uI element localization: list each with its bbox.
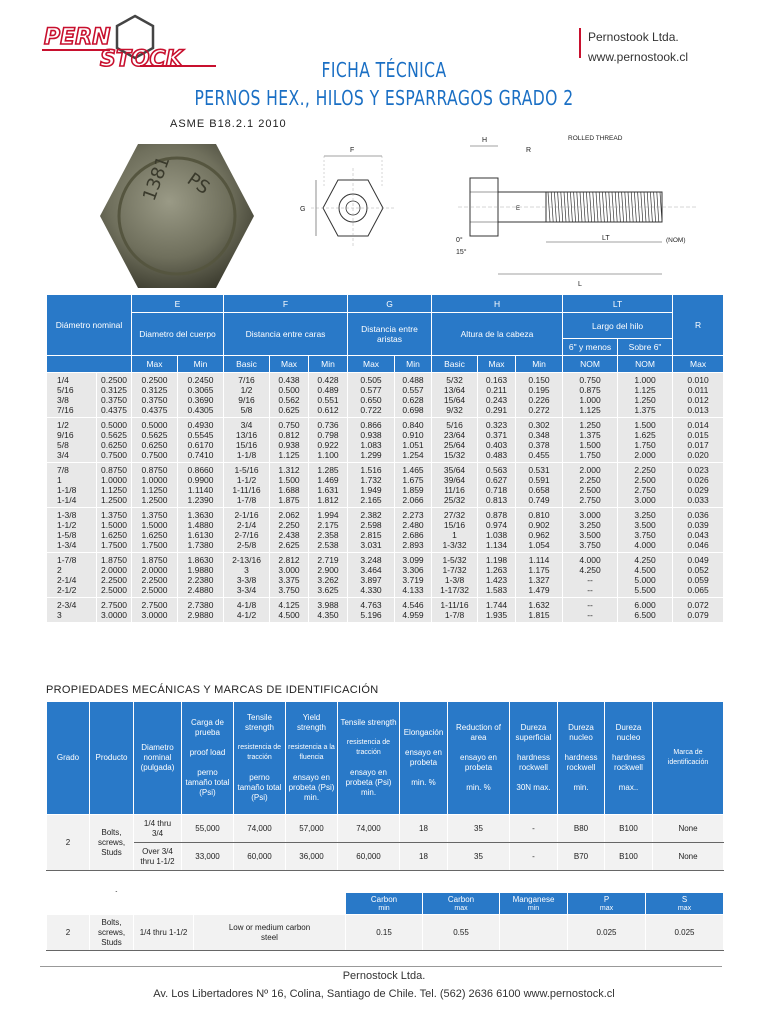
subhead-basic: Basic bbox=[432, 356, 478, 373]
chemical-composition-table bbox=[46, 892, 724, 951]
subhead-basic: Basic bbox=[224, 356, 270, 373]
cell-e-min: 1.3630 1.4880 1.6130 1.7380 bbox=[178, 508, 224, 553]
cell-lt1: 1.250 1.375 1.500 1.750 bbox=[563, 418, 618, 463]
cell-g-max: 0.866 0.938 1.083 1.299 bbox=[348, 418, 395, 463]
cell-g-min: 2.273 2.480 2.686 2.893 bbox=[395, 508, 432, 553]
cell-lt1: 3.000 3.250 3.500 3.750 bbox=[563, 508, 618, 553]
cell-size: 1/4 5/16 3/8 7/16 bbox=[47, 373, 97, 418]
col-width-corners: Distancia entre aristas bbox=[348, 313, 432, 356]
cell-dec: 0.8750 1.0000 1.1250 1.2500 bbox=[97, 463, 132, 508]
cell-yield: 57,000 bbox=[286, 815, 338, 843]
cell-f-max: 2.812 3.000 3.375 3.750 bbox=[270, 553, 309, 598]
label-angle-15: 15° bbox=[456, 249, 467, 256]
cell-surface-hardness: - bbox=[510, 815, 558, 843]
cell-mark: None bbox=[653, 815, 724, 843]
cell-tensile2: 74,000 bbox=[338, 815, 400, 843]
subhead-min: Min bbox=[516, 356, 563, 373]
cell-e-max: 1.3750 1.5000 1.6250 1.7500 bbox=[132, 508, 178, 553]
cell-diameter: 1/4 thru 1-1/2 bbox=[134, 915, 194, 951]
cell-e-min: 0.8660 0.9900 1.1140 1.2390 bbox=[178, 463, 224, 508]
cell-g-max: 2.382 2.598 2.815 3.031 bbox=[348, 508, 395, 553]
svg-text:PS: PS bbox=[183, 168, 214, 199]
table-row bbox=[47, 418, 724, 463]
subhead-max: Max bbox=[478, 356, 516, 373]
svg-text:PERN: PERN bbox=[44, 25, 111, 50]
cell-dec: 0.2500 0.3125 0.3750 0.4375 bbox=[97, 373, 132, 418]
col-lt: LT bbox=[563, 295, 673, 313]
cell-e-max: 1.8750 2.0000 2.2500 2.5000 bbox=[132, 553, 178, 598]
table-row bbox=[47, 553, 724, 598]
cell-f-min: 0.428 0.489 0.551 0.612 bbox=[309, 373, 348, 418]
col-manganese-min: Manganese min bbox=[500, 893, 568, 915]
cell-elongation: 18 bbox=[400, 843, 448, 871]
col-thread-length: Largo del hilo bbox=[563, 313, 673, 339]
cell-e-min: 0.2450 0.3065 0.3690 0.4305 bbox=[178, 373, 224, 418]
cell-e-min: 2.7380 2.9880 bbox=[178, 598, 224, 623]
col-surface-hardness: Dureza superficial hardness rockwell 30N max. bbox=[510, 702, 558, 815]
cell-tensile: 60,000 bbox=[234, 843, 286, 871]
cell-reduction: 35 bbox=[448, 815, 510, 843]
subhead-nom: NOM bbox=[618, 356, 673, 373]
cell-h-basic: 5/16 23/64 25/64 15/32 bbox=[432, 418, 478, 463]
label-rolled-thread: ROLLED THREAD bbox=[568, 135, 623, 142]
cell-g-max: 4.763 5.196 bbox=[348, 598, 395, 623]
col-grade: Grado bbox=[47, 702, 90, 815]
subhead-blank bbox=[47, 356, 132, 373]
col-carbon-max: Carbon max bbox=[423, 893, 500, 915]
cell-h-min: 0.531 0.591 0.658 0.749 bbox=[516, 463, 563, 508]
cell-sulfur-max: 0.025 bbox=[646, 915, 724, 951]
cell-mark: None bbox=[653, 843, 724, 871]
cell-h-min: 1.632 1.815 bbox=[516, 598, 563, 623]
cell-carbon-min: 0.15 bbox=[346, 915, 423, 951]
cell-dec: 2.7500 3.0000 bbox=[97, 598, 132, 623]
subhead-max: Max bbox=[132, 356, 178, 373]
bolt-head-photo bbox=[98, 142, 256, 290]
cell-f-min: 0.736 0.798 0.922 1.100 bbox=[309, 418, 348, 463]
cell-dec: 1.3750 1.5000 1.6250 1.7500 bbox=[97, 508, 132, 553]
col-head-height: Altura de la cabeza bbox=[432, 313, 563, 356]
col-nominal-diameter-in: Diametro nominal (pulgada) bbox=[134, 702, 182, 815]
footer-address: Av. Los Libertadores Nº 16, Colina, Santiago de Chile. Tel. (562) 2636 6100 www.pernostock.cl bbox=[153, 988, 615, 1000]
cell-h-max: 0.323 0.371 0.403 0.483 bbox=[478, 418, 516, 463]
cell-f-min: 1.285 1.469 1.631 1.812 bbox=[309, 463, 348, 508]
cell-g-max: 3.248 3.464 3.897 4.330 bbox=[348, 553, 395, 598]
cell-h-max: 1.198 1.263 1.423 1.583 bbox=[478, 553, 516, 598]
cell-r: 0.014 0.015 0.017 0.020 bbox=[673, 418, 724, 463]
cell-core-max: B100 bbox=[605, 815, 653, 843]
document-title: FICHA TÉCNICA bbox=[321, 58, 447, 82]
col-tensile-strength-specimen: Tensile strength resistencia de tracción ensayo en probeta (Psi) min. bbox=[338, 702, 400, 815]
cell-e-min: 0.4930 0.5545 0.6170 0.7410 bbox=[178, 418, 224, 463]
cell-lt2: 1.500 1.625 1.750 2.000 bbox=[618, 418, 673, 463]
cell-grade: 2 bbox=[47, 815, 90, 871]
col-e: E bbox=[132, 295, 224, 313]
cell-h-min: 1.114 1.175 1.327 1.479 bbox=[516, 553, 563, 598]
cell-h-basic: 5/32 13/64 15/64 9/32 bbox=[432, 373, 478, 418]
label-r: R bbox=[526, 147, 532, 154]
cell-surface-hardness: - bbox=[510, 843, 558, 871]
cell-f-min: 1.994 2.175 2.358 2.538 bbox=[309, 508, 348, 553]
table-row bbox=[47, 815, 724, 843]
document-subtitle: PERNOS HEX., HILOS Y ESPARRAGOS GRADO 2 bbox=[194, 86, 574, 110]
col-yield-strength: Yield strength resistencia a la fluencia ensayo en probeta (Psi) min. bbox=[286, 702, 338, 815]
cell-f-basic: 2-13/16 3 3-3/8 3-3/4 bbox=[224, 553, 270, 598]
cell-h-max: 0.563 0.627 0.718 0.813 bbox=[478, 463, 516, 508]
footer-company: Pernostock Ltda. bbox=[342, 970, 426, 982]
label-angle-0: 0° bbox=[456, 237, 463, 244]
standard-reference: ASME B18.2.1 2010 bbox=[170, 118, 287, 130]
cell-proof: 55,000 bbox=[182, 815, 234, 843]
cell-f-max: 1.312 1.500 1.688 1.875 bbox=[270, 463, 309, 508]
col-tensile-strength: Tensile strength resistencia de tracción perno tamaño total (Psi) bbox=[234, 702, 286, 815]
col-h: H bbox=[432, 295, 563, 313]
brand-divider bbox=[579, 28, 581, 58]
brand-name: Pernostook Ltda. bbox=[588, 30, 679, 44]
cell-g-max: 1.516 1.732 1.949 2.165 bbox=[348, 463, 395, 508]
cell-r: 0.023 0.026 0.029 0.033 bbox=[673, 463, 724, 508]
cell-f-max: 0.438 0.500 0.562 0.625 bbox=[270, 373, 309, 418]
bolt-side-diagram bbox=[452, 130, 702, 292]
col-proof-load: Carga de prueba proof load perno tamaño total (Psi) bbox=[182, 702, 234, 815]
cell-dec: 0.5000 0.5625 0.6250 0.7500 bbox=[97, 418, 132, 463]
cell-grade: 2 bbox=[47, 915, 90, 951]
subhead-max: Max bbox=[270, 356, 309, 373]
cell-lt2: 4.250 4.500 5.000 5.500 bbox=[618, 553, 673, 598]
cell-r: 0.072 0.079 bbox=[673, 598, 724, 623]
cell-f-min: 2.719 2.900 3.262 3.625 bbox=[309, 553, 348, 598]
cell-material: Low or medium carbon steel bbox=[194, 915, 346, 951]
cell-lt1: 0.750 0.875 1.000 1.125 bbox=[563, 373, 618, 418]
brand-url[interactable]: www.pernostook.cl bbox=[588, 50, 689, 64]
col-width-flats: Distancia entre caras bbox=[224, 313, 348, 356]
col-6-and-less: 6" y menos bbox=[563, 339, 618, 356]
cell-g-min: 1.465 1.675 1.859 2.066 bbox=[395, 463, 432, 508]
cell-f-max: 0.750 0.812 0.938 1.125 bbox=[270, 418, 309, 463]
label-lt: LT bbox=[602, 235, 610, 242]
cell-proof: 33,000 bbox=[182, 843, 234, 871]
cell-size: 7/8 1 1-1/8 1-1/4 bbox=[47, 463, 97, 508]
cell-lt2: 6.000 6.500 bbox=[618, 598, 673, 623]
col-over-6: Sobre 6" bbox=[618, 339, 673, 356]
col-identification-mark: Marca de identificación bbox=[653, 702, 724, 815]
col-core-hardness-max: Dureza nucleo hardness rockwell max.. bbox=[605, 702, 653, 815]
cell-f-basic: 1-5/16 1-1/2 1-11/16 1-7/8 bbox=[224, 463, 270, 508]
cell-f-basic: 2-1/16 2-1/4 2-7/16 2-5/8 bbox=[224, 508, 270, 553]
col-sulfur-max: S max bbox=[646, 893, 724, 915]
subhead-max: Max bbox=[348, 356, 395, 373]
col-core-hardness-min: Dureza nucleo hardness rockwell min. bbox=[558, 702, 605, 815]
cell-h-basic: 1-5/32 1-7/32 1-3/8 1-17/32 bbox=[432, 553, 478, 598]
cell-h-min: 0.150 0.195 0.226 0.272 bbox=[516, 373, 563, 418]
cell-h-min: 0.302 0.348 0.378 0.455 bbox=[516, 418, 563, 463]
cell-f-min: 3.988 4.350 bbox=[309, 598, 348, 623]
cell-phosphorus-max: 0.025 bbox=[568, 915, 646, 951]
label-nom: (NOM) bbox=[666, 237, 686, 244]
cell-r: 0.036 0.039 0.043 0.046 bbox=[673, 508, 724, 553]
col-carbon-min: Carbon min bbox=[346, 893, 423, 915]
cell-lt2: 3.250 3.500 3.750 4.000 bbox=[618, 508, 673, 553]
cell-dec: 1.8750 2.0000 2.2500 2.5000 bbox=[97, 553, 132, 598]
col-reduction-area: Reduction of area ensayo en probeta min. % bbox=[448, 702, 510, 815]
dimensions-table bbox=[46, 294, 724, 623]
label-l: L bbox=[578, 281, 582, 288]
cell-tensile2: 60,000 bbox=[338, 843, 400, 871]
cell-f-max: 4.125 4.500 bbox=[270, 598, 309, 623]
col-product: Producto bbox=[90, 702, 134, 815]
cell-lt2: 1.000 1.125 1.250 1.375 bbox=[618, 373, 673, 418]
cell-yield: 36,000 bbox=[286, 843, 338, 871]
cell-e-max: 0.5000 0.5625 0.6250 0.7500 bbox=[132, 418, 178, 463]
label-e: E bbox=[516, 206, 521, 212]
svg-text:1381: 1381 bbox=[138, 153, 175, 204]
cell-g-max: 0.505 0.577 0.650 0.722 bbox=[348, 373, 395, 418]
cell-lt1: 4.000 4.250 -- -- bbox=[563, 553, 618, 598]
cell-f-basic: 3/4 13/16 15/16 1-1/8 bbox=[224, 418, 270, 463]
mechanical-properties-heading: PROPIEDADES MECÁNICAS Y MARCAS DE IDENTIFICACIÓN bbox=[46, 684, 379, 696]
cell-size: 1/2 9/16 5/8 3/4 bbox=[47, 418, 97, 463]
cell-core-min: B70 bbox=[558, 843, 605, 871]
col-phosphorus-max: P max bbox=[568, 893, 646, 915]
cell-r: 0.010 0.011 0.012 0.013 bbox=[673, 373, 724, 418]
cell-product: Bolts, screws, Studs bbox=[90, 915, 134, 951]
cell-h-basic: 27/32 15/16 1 1-3/32 bbox=[432, 508, 478, 553]
table-row bbox=[47, 915, 724, 951]
comp-heading-space bbox=[47, 893, 346, 915]
cell-lt1: 2.000 2.250 2.500 2.750 bbox=[563, 463, 618, 508]
cell-g-min: 0.488 0.557 0.628 0.698 bbox=[395, 373, 432, 418]
cell-g-min: 0.840 0.910 1.051 1.254 bbox=[395, 418, 432, 463]
subhead-min: Min bbox=[178, 356, 224, 373]
cell-tensile: 74,000 bbox=[234, 815, 286, 843]
cell-e-max: 0.8750 1.0000 1.1250 1.2500 bbox=[132, 463, 178, 508]
cell-h-max: 0.878 0.974 1.038 1.134 bbox=[478, 508, 516, 553]
cell-size: 1-7/8 2 2-1/4 2-1/2 bbox=[47, 553, 97, 598]
cell-size: 1-3/8 1-1/2 1-5/8 1-3/4 bbox=[47, 508, 97, 553]
cell-e-max: 0.2500 0.3125 0.3750 0.4375 bbox=[132, 373, 178, 418]
subhead-max: Max bbox=[673, 356, 724, 373]
cell-reduction: 35 bbox=[448, 843, 510, 871]
label-h: H bbox=[482, 137, 488, 144]
cell-f-basic: 7/16 1/2 9/16 5/8 bbox=[224, 373, 270, 418]
subhead-min: Min bbox=[309, 356, 348, 373]
cell-e-min: 1.8630 1.9880 2.2380 2.4880 bbox=[178, 553, 224, 598]
cell-core-min: B80 bbox=[558, 815, 605, 843]
cell-h-basic: 1-11/16 1-7/8 bbox=[432, 598, 478, 623]
cell-f-max: 2.062 2.250 2.438 2.625 bbox=[270, 508, 309, 553]
cell-diameter: Over 3/4 thru 1-1/2 bbox=[134, 843, 182, 871]
cell-size: 2-3/4 3 bbox=[47, 598, 97, 623]
col-body-diameter: Diametro del cuerpo bbox=[132, 313, 224, 356]
cell-h-min: 0.810 0.902 0.962 1.054 bbox=[516, 508, 563, 553]
label-g: G bbox=[300, 206, 306, 213]
cell-h-basic: 35/64 39/64 11/16 25/32 bbox=[432, 463, 478, 508]
cell-core-max: B100 bbox=[605, 843, 653, 871]
cell-h-max: 0.163 0.211 0.243 0.291 bbox=[478, 373, 516, 418]
cell-lt1: -- -- bbox=[563, 598, 618, 623]
cell-product: Bolts, screws, Studs bbox=[90, 815, 134, 871]
cell-elongation: 18 bbox=[400, 815, 448, 843]
table-row bbox=[47, 508, 724, 553]
cell-e-max: 2.7500 3.0000 bbox=[132, 598, 178, 623]
cell-diameter: 1/4 thru 3/4 bbox=[134, 815, 182, 843]
cell-f-basic: 4-1/8 4-1/2 bbox=[224, 598, 270, 623]
col-f: F bbox=[224, 295, 348, 313]
col-g: G bbox=[348, 295, 432, 313]
col-elongation: Elongación ensayo en probeta min. % bbox=[400, 702, 448, 815]
table-row bbox=[47, 463, 724, 508]
col-r: R bbox=[673, 295, 724, 356]
col-nominal-diameter: Diámetro nominal bbox=[47, 295, 132, 356]
svg-text:STOCK: STOCK bbox=[100, 47, 183, 72]
subhead-min: Min bbox=[395, 356, 432, 373]
cell-manganese-min bbox=[500, 915, 568, 951]
label-f: F bbox=[350, 147, 355, 154]
table-row bbox=[47, 843, 724, 871]
cell-r: 0.049 0.052 0.059 0.065 bbox=[673, 553, 724, 598]
table-row bbox=[47, 598, 724, 623]
table-row bbox=[47, 373, 724, 418]
footer-divider bbox=[40, 966, 722, 967]
cell-g-min: 3.099 3.306 3.719 4.133 bbox=[395, 553, 432, 598]
subhead-nom: NOM bbox=[563, 356, 618, 373]
cell-lt2: 2.250 2.500 2.750 3.000 bbox=[618, 463, 673, 508]
cell-h-max: 1.744 1.935 bbox=[478, 598, 516, 623]
cell-carbon-max: 0.55 bbox=[423, 915, 500, 951]
hex-front-diagram bbox=[296, 138, 406, 268]
mechanical-properties-table bbox=[46, 701, 724, 871]
cell-g-min: 4.546 4.959 bbox=[395, 598, 432, 623]
